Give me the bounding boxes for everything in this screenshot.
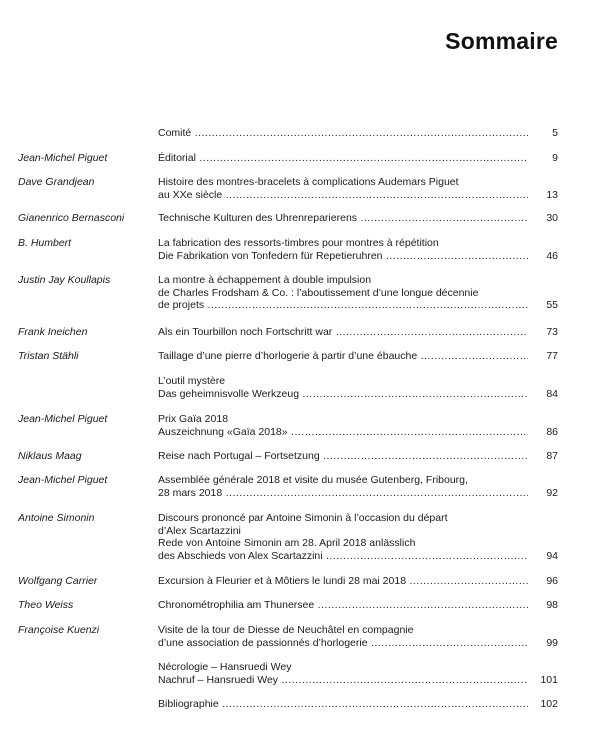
- page-title: Sommaire: [445, 28, 558, 54]
- toc-page-number: 13: [546, 188, 558, 201]
- toc-author: Wolfgang Carrier: [18, 575, 98, 587]
- toc-title-line: Nécrologie – Hansruedi Wey: [158, 661, 292, 673]
- toc-title-line: Technische Kulturen des Uhrenreparierens .....: [158, 212, 528, 224]
- toc-author: Justin Jay Koullapis: [18, 274, 111, 286]
- toc-title-line: Discours prononcé par Antoine Simonin à l’occasion du départ: [158, 512, 448, 524]
- toc-page-number: 92: [546, 486, 558, 499]
- toc-title-line: Nachruf – Hansruedi Wey .....: [158, 674, 528, 686]
- toc-title-line: au XXe siècle .....: [158, 189, 528, 201]
- toc-title-line: Das geheimnisvolle Werkzeug .....: [158, 388, 528, 400]
- toc-page-number: 73: [546, 326, 558, 338]
- toc-author: Dave Grandjean: [18, 176, 95, 188]
- toc-title-line: La fabrication des ressorts-timbres pour montres à répétition: [158, 237, 439, 249]
- toc-title-line: Comité .....: [158, 127, 528, 139]
- toc-title-line: Rede von Antoine Simonin am 28. April 2018 anlässlich: [158, 537, 416, 549]
- toc-page-number: 5: [552, 127, 558, 139]
- toc-title-line: d’une association de passionnés d’horlogerie .....: [158, 637, 528, 649]
- toc-page-number: 77: [546, 350, 558, 362]
- toc-author: Niklaus Maag: [18, 450, 82, 462]
- toc-title-line: L’outil mystère: [158, 375, 226, 387]
- toc-title-line: de projets .....: [158, 299, 528, 311]
- toc-author: Theo Weiss: [18, 599, 74, 611]
- toc-page-number: 94: [546, 549, 558, 562]
- toc-page-number: 102: [540, 698, 558, 710]
- toc-title-line: Excursion à Fleurier et à Môtiers le lundi 28 mai 2018 .....: [158, 575, 528, 587]
- toc-title-line: d’Alex Scartazzini: [158, 524, 241, 537]
- toc-title-line: 28 mars 2018 .....: [158, 487, 528, 499]
- toc-page-number: 9: [552, 152, 558, 164]
- toc-title-line: Assemblée générale 2018 et visite du musée Gutenberg, Fribourg,: [158, 474, 468, 486]
- toc-title-line: Taillage d’une pierre d’horlogerie à partir d’une ébauche .....: [158, 350, 528, 362]
- toc-title-line: Als ein Tourbillon noch Fortschritt war .....: [158, 326, 528, 338]
- toc-title-line: Visite de la tour de Diesse de Neuchâtel en compagnie: [158, 624, 414, 636]
- toc-page-number: 46: [546, 249, 558, 262]
- toc-author: B. Humbert: [18, 237, 72, 249]
- toc-title-line: Reise nach Portugal – Fortsetzung .....: [158, 450, 528, 462]
- toc-author: Jean-Michel Piguet: [18, 152, 108, 164]
- toc-author: Antoine Simonin: [18, 512, 95, 524]
- toc-page-number: 84: [546, 387, 558, 400]
- toc-title-line: Chronométrophilia am Thunersee .....: [158, 599, 528, 611]
- toc-title-line: Bibliographie .....: [158, 698, 528, 710]
- toc-page-number: 55: [546, 299, 558, 311]
- toc-author: Françoise Kuenzi: [18, 624, 100, 636]
- toc-title-line: des Abschieds von Alex Scartazzini .....: [158, 550, 528, 562]
- toc-author: Jean-Michel Piguet: [18, 413, 108, 425]
- toc-author: Frank Ineichen: [18, 326, 88, 338]
- toc-title-line: de Charles Frodsham & Co. : l’aboutissement d’une longue décennie: [158, 286, 479, 299]
- toc-author: Tristan Stähli: [18, 350, 79, 362]
- toc-page-number: 86: [546, 425, 558, 438]
- toc-title-line: Éditorial .....: [158, 152, 528, 164]
- toc-title-line: Die Fabrikation von Tonfedern für Repetieruhren .....: [158, 250, 528, 262]
- toc-author: Jean-Michel Piguet: [18, 474, 108, 486]
- toc-title-line: Auszeichnung «Gaïa 2018» .....: [158, 426, 528, 438]
- toc-title-line: Prix Gaïa 2018: [158, 413, 229, 425]
- toc-title-line: Histoire des montres-bracelets à complications Audemars Piguet: [158, 176, 459, 188]
- toc-page-number: 101: [540, 673, 558, 686]
- toc-page-number: 30: [546, 212, 558, 224]
- toc-author: Gianenrico Bernasconi: [18, 212, 125, 224]
- toc-title-line: La montre à échappement à double impulsion: [158, 274, 372, 286]
- toc-page-number: 96: [546, 575, 558, 587]
- toc-page-number: 99: [546, 636, 558, 649]
- toc-page-number: 87: [546, 450, 558, 462]
- toc-page-number: 98: [546, 599, 558, 611]
